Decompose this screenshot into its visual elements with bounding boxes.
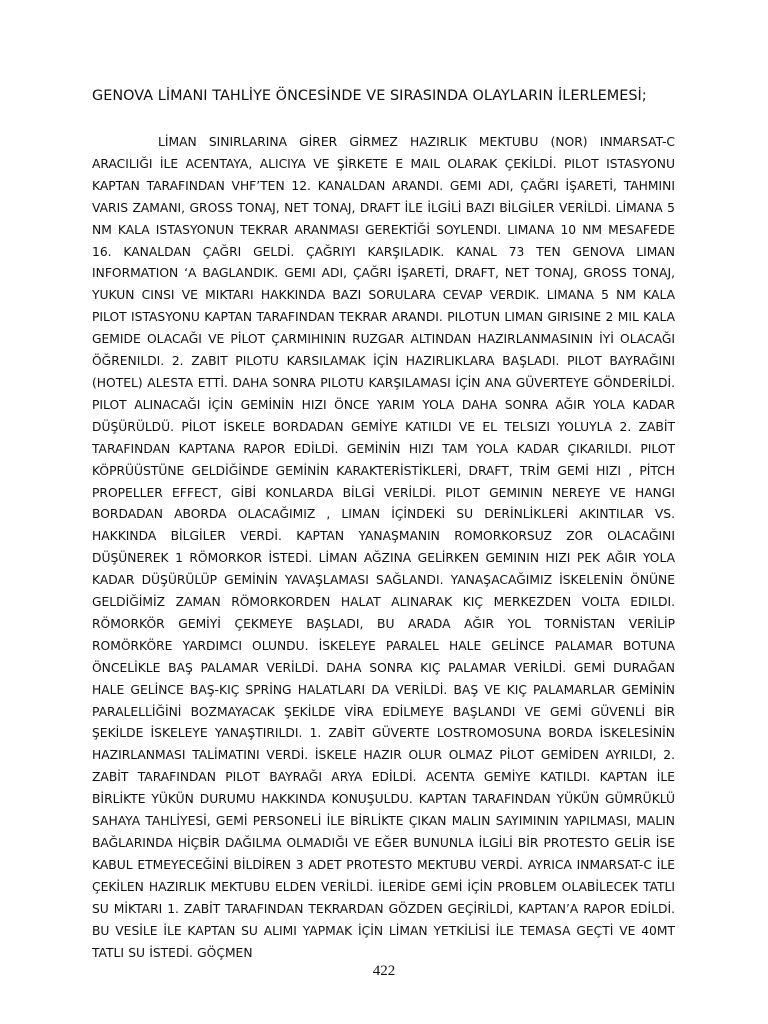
section-heading: GENOVA LİMANI TAHLİYE ÖNCESİNDE VE SIRASINDA OLAYLARIN İLERLEMESİ;: [92, 88, 647, 104]
page-number: 422: [372, 963, 396, 979]
body-paragraph: LİMAN SINIRLARINA GİRER GİRMEZ HAZIRLIK MEKTUBU (NOR) INMARSAT-C ARACILIĞI İLE ACENTAYA, ALICIYA VE ŞİRKETE E MAIL OLARAK ÇEKİLDİ. PILOT ISTASYONU KAPTAN TARAFINDAN VHF’TEN 12. KANALDAN ARANDI. GEMI ADI, ÇAĞRI İŞARETİ, TAHMINI VARIS ZAMANI, GROSS TONAJ, NET TONAJ, DRAFT İLE İLGİLİ BAZI BİLGİLER VERİLDİ. LİMANA 5 NM KALA ISTASYONUN TEKRAR ARANMASI GEREKTİĞİ SOYLENDI. LIMANA 10 NM MESAFEDE 16. KANALDAN ÇAĞRI GELDİ. ÇAĞRIYI KARŞILADIK. KANAL 73 TEN GENOVA LIMAN INFORMATION ‘A BAGLANDIK. GEMI ADI, ÇAĞRI İŞARETİ, DRAFT, NET TONAJ, GROSS TONAJ, YUKUN CINSI VE MIKTARI HAKKINDA BAZI SORULARA CEVAP VERDIK. LIMANA 5 NM KALA PILOT ISTASYONU KAPTAN TARAFINDAN TEKRAR ARANDI. PILOTUN LIMAN GIRISINE 2 MIL KALA GEMIDE OLACAĞI VE PİLOT ÇARMIHININ RUZGAR ALTINDAN HAZIRLANMASININ İYİ OLACAĞI ÖĞRENILDI. 2. ZABIT PILOTU KARSILAMAK İÇİN HAZIRLIKLARA BAŞLADI. PILOT BAYRAĞINI (HOTEL) ALESTA ETTİ. DAHA SONRA PILOTU KARŞILAMASI İÇİN ANA GÜVERTEYE GÖNDERİLDİ. PILOT ALINACAĞI İÇİN GEMİNİN HIZI ÖNCE YARIM YOLA DAHA SONRA AĞIR YOLA KADAR DÜŞÜRÜLDÜ. PİLOT İSKELE BORDADAN GEMİYE KATILDI VE EL TELSIZI YOLUYLA 2. ZABİT TARAFINDAN KAPTANA RAPOR EDİLDİ. GEMİNİN HIZI TAM YOLA KADAR ÇIKARILDI. PILOT KÖPRÜÜSTÜNE GELDİĞİNDE GEMİNİN KARAKTERİSTİKLERİ, DRAFT, TRİM GEMİ HIZI , PİTCH PROPELLER EFFECT, GİBİ KONLARDA BİLGİ VERİLDİ. PILOT GEMININ NEREYE VE HANGI BORDADAN ABORDA OLACAĞIMIZ , LIMAN İÇİNDEKİ SU DERİNLİKLERİ AKINTILAR VS. HAKKINDA BİLGİLER VERDİ. KAPTAN YANAŞMANIN ROMORKORSUZ ZOR OLACAĞINI DÜŞÜNEREK 1 RÖMORKOR İSTEDİ. LİMAN AĞZINA GELİRKEN GEMININ HIZI PEK AĞIR YOLA KADAR DÜŞÜRÜLÜP GEMİNİN YAVAŞLAMASI SAĞLANDI. YANAŞACAĞIMIZ İSKELENİN ÖNÜNE GELDİĞİMİZ ZAMAN RÖMORKORDEN HALAT ALINARAK KIÇ MERKEZDEN VOLTA EDILDI. RÖMORKÖR GEMİYİ ÇEKMEYE BAŞLADI, BU ARADA AĞIR YOL TORNİSTAN VERİLİP ROMÖRKÖRE YARDIMCI OLUNDU. İSKELEYE PARALEL HALE GELİNCE PALAMAR BOTUNA ÖNCELİKLE BAŞ PALAMAR VERİLDİ. DAHA SONRA KIÇ PALAMAR VERİLDİ. GEMİ DURAĞAN HALE GELİNCE BAŞ-KIÇ SPRİNG HALATLARI DA VERİLDİ. BAŞ VE KIÇ PALAMARLAR GEMİNİN PARALELLİĞİNİ BOZMAYACAK ŞEKİLDE VİRA EDİLMEYE BAŞLANDI VE GEMİ GÜVENLİ BİR ŞEKİLDE İSKELEYE YANAŞTIRILDI. 1. ZABİT GÜVERTE LOSTROMOSUNA BORDA İSKELESİNİN HAZIRLANMASI TALİMATINI VERDİ. İSKELE HAZIR OLUR OLMAZ PİLOT GEMİDEN AYRILDI, 2. ZABİT TARAFINDAN PILOT BAYRAĞI ARYA EDİLDİ. ACENTA GEMİYE KATILDI. KAPTAN İLE BİRLİKTE YÜKÜN DURUMU HAKKINDA KONUŞULDU. KAPTAN TARAFINDAN YÜKÜN GÜMRÜKLÜ SAHAYA TAHLİYESİ, GEMİ PERSONELİ İLE BİRLİKTE ÇIKAN MALIN SAYIMININ YAPILMASI, MALIN BAĞLARINDA HİÇBİR DAĞILMA OLMADIĞI VE EĞER BUNUNLA İLGİLİ BİR PROTESTO GELİR İSE KABUL ETMEYECEĞİNİ BİLDİREN 3 ADET PROTESTO MEKTUBU VERDİ. AYRICA INMARSAT-C İLE ÇEKİLEN HAZIRLIK MEKTUBU ELDEN VERİLDİ. İLERİDE GEMİ İÇİN PROBLEM OLABİLECEK TATLI SU MİKTARI 1. ZABİT TARAFINDAN TEKRARDAN GÖZDEN GEÇİRİLDİ, KAPTAN’A RAPOR EDİLDİ. BU VESİLE İLE KAPTAN SU ALIMI YAPMAK İÇİN LİMAN YETKİLİSİ İLE TEMASA GEÇTİ VE 40MT TATLI SU İSTEDİ. GÖÇMEN: [92, 135, 675, 960]
